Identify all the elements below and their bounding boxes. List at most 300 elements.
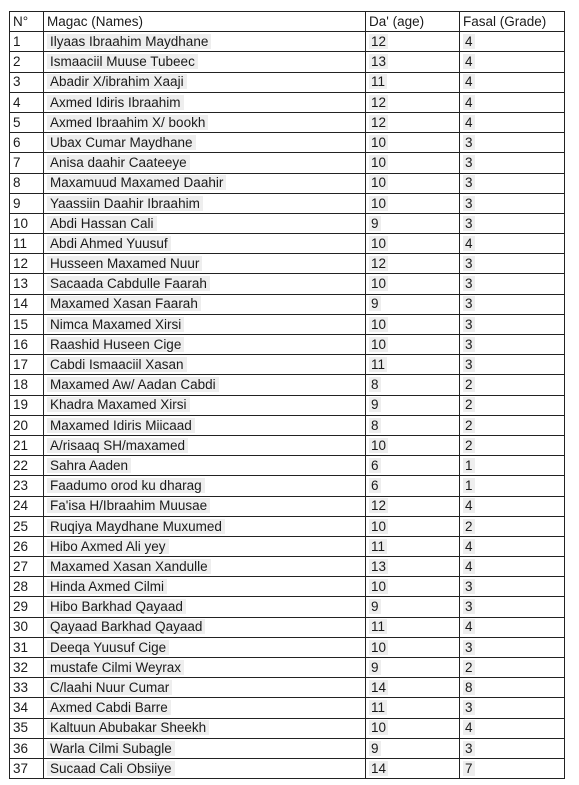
table-row bbox=[10, 678, 565, 698]
row-number-cell bbox=[10, 698, 44, 718]
row-number-cell bbox=[10, 32, 44, 52]
row-number: 37 bbox=[13, 760, 29, 776]
row-number-cell bbox=[10, 597, 44, 617]
student-age-cell bbox=[366, 193, 460, 213]
table-row bbox=[10, 456, 565, 476]
student-age-cell bbox=[366, 738, 460, 758]
student-name-cell bbox=[44, 72, 366, 92]
header-name: Magac (Names) bbox=[44, 12, 366, 32]
table-row bbox=[10, 738, 565, 758]
student-age-cell bbox=[366, 718, 460, 738]
student-name: Anisa daahir Caateeye bbox=[47, 155, 190, 170]
row-number: 32 bbox=[13, 659, 29, 675]
student-grade: 4 bbox=[465, 235, 473, 251]
student-age-cell bbox=[366, 72, 460, 92]
student-grade: 2 bbox=[465, 397, 473, 413]
student-name-cell bbox=[44, 234, 366, 254]
row-number-cell bbox=[10, 213, 44, 233]
student-grade: 3 bbox=[465, 215, 473, 231]
table-row bbox=[10, 133, 565, 153]
student-name-cell bbox=[44, 133, 366, 153]
student-age-cell bbox=[366, 395, 460, 415]
table-row bbox=[10, 173, 565, 193]
table-row bbox=[10, 718, 565, 738]
student-grade: 2 bbox=[465, 518, 473, 534]
table-row bbox=[10, 274, 565, 294]
student-age-cell bbox=[366, 758, 460, 778]
student-grade-cell bbox=[460, 536, 565, 556]
row-number: 25 bbox=[13, 518, 29, 534]
student-name-cell bbox=[44, 718, 366, 738]
student-age-cell bbox=[366, 274, 460, 294]
student-grade: 4 bbox=[465, 558, 473, 574]
table-row bbox=[10, 254, 565, 274]
student-age-cell bbox=[366, 658, 460, 678]
student-age-cell bbox=[366, 314, 460, 334]
student-age: 8 bbox=[371, 377, 379, 393]
row-number-cell bbox=[10, 658, 44, 678]
student-name: Hinda Axmed Cilmi bbox=[47, 579, 167, 594]
student-name: Axmed Cabdi Barre bbox=[47, 700, 171, 715]
student-grade-cell bbox=[460, 375, 565, 395]
row-number: 30 bbox=[13, 619, 29, 635]
student-age: 10 bbox=[371, 336, 387, 352]
student-age: 10 bbox=[371, 235, 387, 251]
student-grade-cell bbox=[460, 133, 565, 153]
row-number-cell bbox=[10, 435, 44, 455]
student-grade-cell bbox=[460, 234, 565, 254]
student-grade-cell bbox=[460, 496, 565, 516]
row-number: 22 bbox=[13, 457, 29, 473]
row-number: 26 bbox=[13, 538, 29, 554]
row-number-cell bbox=[10, 335, 44, 355]
student-age-cell bbox=[366, 476, 460, 496]
row-number: 5 bbox=[13, 114, 21, 130]
student-name: Yaassiin Daahir Ibraahim bbox=[47, 196, 203, 211]
student-grade: 4 bbox=[465, 720, 473, 736]
student-grade-cell bbox=[460, 193, 565, 213]
student-grade-cell bbox=[460, 415, 565, 435]
student-name: mustafe Cilmi Weyrax bbox=[47, 660, 184, 675]
table-row bbox=[10, 52, 565, 72]
student-age: 10 bbox=[371, 276, 387, 292]
row-number-cell bbox=[10, 557, 44, 577]
row-number-cell bbox=[10, 496, 44, 516]
table-row bbox=[10, 234, 565, 254]
row-number: 8 bbox=[13, 175, 21, 191]
row-number-cell bbox=[10, 52, 44, 72]
student-grade-cell bbox=[460, 355, 565, 375]
row-number-cell bbox=[10, 718, 44, 738]
row-number: 14 bbox=[13, 296, 29, 312]
student-age-cell bbox=[366, 496, 460, 516]
row-number-cell bbox=[10, 395, 44, 415]
student-grade-cell bbox=[460, 678, 565, 698]
student-grade-cell bbox=[460, 738, 565, 758]
student-name-cell bbox=[44, 597, 366, 617]
student-grade-cell bbox=[460, 153, 565, 173]
student-name-cell bbox=[44, 456, 366, 476]
table-row bbox=[10, 92, 565, 112]
student-name: Raashid Huseen Cige bbox=[47, 337, 184, 352]
table-row bbox=[10, 435, 565, 455]
table-row bbox=[10, 32, 565, 52]
row-number-cell bbox=[10, 415, 44, 435]
student-name-cell bbox=[44, 193, 366, 213]
student-age: 10 bbox=[371, 720, 387, 736]
student-grade: 1 bbox=[465, 478, 473, 494]
student-age-cell bbox=[366, 637, 460, 657]
table-row bbox=[10, 72, 565, 92]
student-name: Sahra Aaden bbox=[47, 458, 131, 473]
student-age-cell bbox=[366, 112, 460, 132]
student-grade: 4 bbox=[465, 498, 473, 514]
student-grade: 3 bbox=[465, 599, 473, 615]
student-grade-cell bbox=[460, 637, 565, 657]
student-name-cell bbox=[44, 254, 366, 274]
row-number: 11 bbox=[13, 235, 28, 251]
student-name: Sucaad Cali Obsiiye bbox=[47, 761, 175, 776]
student-grade-cell bbox=[460, 658, 565, 678]
row-number: 13 bbox=[13, 276, 29, 292]
student-age: 12 bbox=[371, 256, 387, 272]
table-body bbox=[10, 32, 565, 779]
student-age-cell bbox=[366, 254, 460, 274]
table-row bbox=[10, 758, 565, 778]
student-name: Abadir X/ibrahim Xaaji bbox=[47, 74, 187, 89]
student-age-cell bbox=[366, 678, 460, 698]
student-name-cell bbox=[44, 476, 366, 496]
student-age-cell bbox=[366, 173, 460, 193]
table-row bbox=[10, 698, 565, 718]
row-number: 1 bbox=[13, 34, 21, 50]
student-grade: 3 bbox=[465, 700, 473, 716]
student-name-cell bbox=[44, 557, 366, 577]
student-name-cell bbox=[44, 213, 366, 233]
row-number: 10 bbox=[13, 215, 29, 231]
student-grade: 3 bbox=[465, 134, 473, 150]
student-grade: 4 bbox=[465, 619, 473, 635]
row-number: 36 bbox=[13, 740, 29, 756]
student-name-cell bbox=[44, 375, 366, 395]
student-name-cell bbox=[44, 112, 366, 132]
student-name: A/risaaq SH/maxamed bbox=[47, 438, 188, 453]
student-name-cell bbox=[44, 415, 366, 435]
table-row bbox=[10, 496, 565, 516]
table-row bbox=[10, 355, 565, 375]
student-name: Ruqiya Maydhane Muxumed bbox=[47, 519, 225, 534]
student-age-cell bbox=[366, 415, 460, 435]
student-age-cell bbox=[366, 133, 460, 153]
student-grade: 4 bbox=[465, 54, 473, 70]
table-row bbox=[10, 476, 565, 496]
row-number: 34 bbox=[13, 700, 29, 716]
student-age: 13 bbox=[371, 54, 387, 70]
student-grade: 8 bbox=[465, 680, 473, 696]
student-name-cell bbox=[44, 738, 366, 758]
table-row bbox=[10, 294, 565, 314]
row-number: 16 bbox=[13, 336, 29, 352]
student-grade-cell bbox=[460, 92, 565, 112]
student-table bbox=[9, 11, 565, 779]
row-number: 7 bbox=[13, 155, 21, 171]
student-grade: 3 bbox=[465, 579, 473, 595]
student-age: 10 bbox=[371, 316, 387, 332]
table-row bbox=[10, 637, 565, 657]
student-name: Fa'isa H/Ibraahim Muusae bbox=[47, 498, 210, 513]
student-grade: 3 bbox=[465, 175, 473, 191]
student-age: 10 bbox=[371, 175, 387, 191]
student-name: Maxamed Idiris Miicaad bbox=[47, 418, 195, 433]
student-age: 9 bbox=[371, 296, 379, 312]
row-number: 24 bbox=[13, 498, 29, 514]
row-number-cell bbox=[10, 254, 44, 274]
student-name: Ismaaciil Muuse Tubeec bbox=[47, 54, 198, 69]
row-number-cell bbox=[10, 72, 44, 92]
table-row bbox=[10, 112, 565, 132]
student-grade: 1 bbox=[465, 457, 473, 473]
student-age-cell bbox=[366, 32, 460, 52]
row-number-cell bbox=[10, 153, 44, 173]
student-grade: 3 bbox=[465, 256, 473, 272]
row-number: 28 bbox=[13, 579, 29, 595]
row-number-cell bbox=[10, 678, 44, 698]
student-grade-cell bbox=[460, 112, 565, 132]
table-row bbox=[10, 516, 565, 536]
row-number-cell bbox=[10, 274, 44, 294]
student-age-cell bbox=[366, 213, 460, 233]
student-grade-cell bbox=[460, 52, 565, 72]
student-name-cell bbox=[44, 658, 366, 678]
row-number: 6 bbox=[13, 134, 21, 150]
student-grade: 4 bbox=[465, 34, 473, 50]
student-grade: 3 bbox=[465, 740, 473, 756]
student-grade-cell bbox=[460, 758, 565, 778]
student-age: 10 bbox=[371, 134, 387, 150]
student-name: Deeqa Yuusuf Cige bbox=[47, 640, 169, 655]
student-grade-cell bbox=[460, 213, 565, 233]
row-number-cell bbox=[10, 173, 44, 193]
student-age: 11 bbox=[371, 357, 386, 373]
student-grade-cell bbox=[460, 597, 565, 617]
row-number-cell bbox=[10, 355, 44, 375]
student-grade-cell bbox=[460, 557, 565, 577]
student-name-cell bbox=[44, 637, 366, 657]
student-name-cell bbox=[44, 395, 366, 415]
table-row bbox=[10, 658, 565, 678]
student-name: Hibo Barkhad Qayaad bbox=[47, 599, 186, 614]
header-number: N° bbox=[10, 12, 44, 32]
student-name: Warla Cilmi Subagle bbox=[47, 741, 175, 756]
student-age: 6 bbox=[371, 457, 379, 473]
student-name-cell bbox=[44, 516, 366, 536]
student-age: 14 bbox=[371, 760, 387, 776]
student-grade-cell bbox=[460, 254, 565, 274]
row-number-cell bbox=[10, 516, 44, 536]
student-age: 6 bbox=[371, 478, 379, 494]
student-grade: 3 bbox=[465, 276, 473, 292]
student-age: 12 bbox=[371, 34, 387, 50]
table-row bbox=[10, 557, 565, 577]
student-name-cell bbox=[44, 678, 366, 698]
student-name-cell bbox=[44, 617, 366, 637]
row-number: 29 bbox=[13, 599, 29, 615]
student-name: Qayaad Barkhad Qayaad bbox=[47, 619, 205, 634]
student-age: 11 bbox=[371, 74, 386, 90]
row-number-cell bbox=[10, 92, 44, 112]
student-age: 11 bbox=[371, 538, 386, 554]
student-age: 12 bbox=[371, 94, 387, 110]
student-age-cell bbox=[366, 557, 460, 577]
student-grade: 3 bbox=[465, 336, 473, 352]
student-grade: 4 bbox=[465, 74, 473, 90]
row-number: 23 bbox=[13, 478, 29, 494]
student-grade: 3 bbox=[465, 357, 473, 373]
student-name-cell bbox=[44, 314, 366, 334]
student-name: C/laahi Nuur Cumar bbox=[47, 680, 172, 695]
table-row bbox=[10, 213, 565, 233]
student-name: Kaltuun Abubakar Sheekh bbox=[47, 720, 209, 735]
student-grade-cell bbox=[460, 32, 565, 52]
row-number-cell bbox=[10, 112, 44, 132]
student-name: Faadumo orod ku dharag bbox=[47, 478, 205, 493]
student-name: Abdi Ahmed Yuusuf bbox=[47, 236, 171, 251]
student-name: Ilyaas Ibraahim Maydhane bbox=[47, 34, 211, 49]
table-row bbox=[10, 395, 565, 415]
student-name-cell bbox=[44, 335, 366, 355]
student-grade: 4 bbox=[465, 538, 473, 554]
student-age: 8 bbox=[371, 417, 379, 433]
student-grade-cell bbox=[460, 698, 565, 718]
student-age: 10 bbox=[371, 639, 387, 655]
student-age-cell bbox=[366, 52, 460, 72]
row-number: 12 bbox=[13, 256, 29, 272]
row-number: 19 bbox=[13, 397, 29, 413]
student-name: Axmed Idiris Ibraahim bbox=[47, 95, 184, 110]
student-age: 11 bbox=[371, 619, 386, 635]
student-name-cell bbox=[44, 496, 366, 516]
student-grade-cell bbox=[460, 476, 565, 496]
student-grade: 4 bbox=[465, 94, 473, 110]
header-row bbox=[10, 12, 565, 32]
student-name: Cabdi Ismaaciil Xasan bbox=[47, 357, 187, 372]
student-grade: 3 bbox=[465, 155, 473, 171]
row-number: 2 bbox=[13, 54, 21, 70]
row-number: 15 bbox=[13, 316, 29, 332]
row-number-cell bbox=[10, 617, 44, 637]
student-name: Hibo Axmed Ali yey bbox=[47, 539, 169, 554]
student-grade: 2 bbox=[465, 417, 473, 433]
student-grade: 3 bbox=[465, 195, 473, 211]
student-grade-cell bbox=[460, 173, 565, 193]
row-number-cell bbox=[10, 456, 44, 476]
student-name: Nimca Maxamed Xirsi bbox=[47, 317, 184, 332]
table-row bbox=[10, 597, 565, 617]
student-age: 9 bbox=[371, 659, 379, 675]
table-row bbox=[10, 335, 565, 355]
row-number-cell bbox=[10, 314, 44, 334]
student-name: Axmed Ibraahim X/ bookh bbox=[47, 115, 208, 130]
student-age-cell bbox=[366, 516, 460, 536]
student-name-cell bbox=[44, 294, 366, 314]
row-number-cell bbox=[10, 476, 44, 496]
student-grade-cell bbox=[460, 456, 565, 476]
student-name: Abdi Hassan Cali bbox=[47, 216, 157, 231]
student-name: Ubax Cumar Maydhane bbox=[47, 135, 196, 150]
student-grade: 3 bbox=[465, 316, 473, 332]
table-row bbox=[10, 617, 565, 637]
row-number-cell bbox=[10, 375, 44, 395]
student-age: 10 bbox=[371, 155, 387, 171]
student-age: 10 bbox=[371, 195, 387, 211]
student-grade-cell bbox=[460, 516, 565, 536]
row-number-cell bbox=[10, 133, 44, 153]
student-name-cell bbox=[44, 698, 366, 718]
row-number-cell bbox=[10, 738, 44, 758]
student-name: Maxamed Xasan Xandulle bbox=[47, 559, 211, 574]
student-name: Sacaada Cabdulle Faarah bbox=[47, 276, 210, 291]
student-age-cell bbox=[366, 456, 460, 476]
table-row bbox=[10, 314, 565, 334]
student-name-cell bbox=[44, 435, 366, 455]
student-name: Maxamed Aw/ Aadan Cabdi bbox=[47, 377, 219, 392]
table-row bbox=[10, 193, 565, 213]
student-name-cell bbox=[44, 758, 366, 778]
student-grade-cell bbox=[460, 274, 565, 294]
student-age: 9 bbox=[371, 397, 379, 413]
table-row bbox=[10, 577, 565, 597]
student-age-cell bbox=[366, 698, 460, 718]
student-age: 13 bbox=[371, 558, 387, 574]
student-age: 9 bbox=[371, 599, 379, 615]
student-grade-cell bbox=[460, 617, 565, 637]
student-grade-cell bbox=[460, 335, 565, 355]
student-age-cell bbox=[366, 597, 460, 617]
student-grade-cell bbox=[460, 395, 565, 415]
student-age: 12 bbox=[371, 114, 387, 130]
row-number-cell bbox=[10, 637, 44, 657]
student-name-cell bbox=[44, 52, 366, 72]
row-number-cell bbox=[10, 758, 44, 778]
student-age-cell bbox=[366, 335, 460, 355]
row-number: 17 bbox=[13, 357, 29, 373]
row-number-cell bbox=[10, 193, 44, 213]
student-age: 10 bbox=[371, 579, 387, 595]
student-grade-cell bbox=[460, 72, 565, 92]
student-age-cell bbox=[366, 355, 460, 375]
student-grade-cell bbox=[460, 294, 565, 314]
row-number: 27 bbox=[13, 558, 29, 574]
row-number-cell bbox=[10, 234, 44, 254]
student-age-cell bbox=[366, 577, 460, 597]
student-age: 12 bbox=[371, 498, 387, 514]
student-name: Husseen Maxamed Nuur bbox=[47, 256, 202, 271]
student-name-cell bbox=[44, 577, 366, 597]
header-grade: Fasal (Grade) bbox=[460, 12, 565, 32]
student-age-cell bbox=[366, 153, 460, 173]
student-age: 11 bbox=[371, 700, 386, 716]
header-age: Da' (age) bbox=[366, 12, 460, 32]
student-age: 9 bbox=[371, 215, 379, 231]
row-number: 31 bbox=[13, 639, 29, 655]
row-number: 33 bbox=[13, 680, 29, 696]
student-name-cell bbox=[44, 274, 366, 294]
table-row bbox=[10, 536, 565, 556]
student-grade: 4 bbox=[465, 114, 473, 130]
table-row bbox=[10, 375, 565, 395]
row-number-cell bbox=[10, 577, 44, 597]
row-number-cell bbox=[10, 536, 44, 556]
